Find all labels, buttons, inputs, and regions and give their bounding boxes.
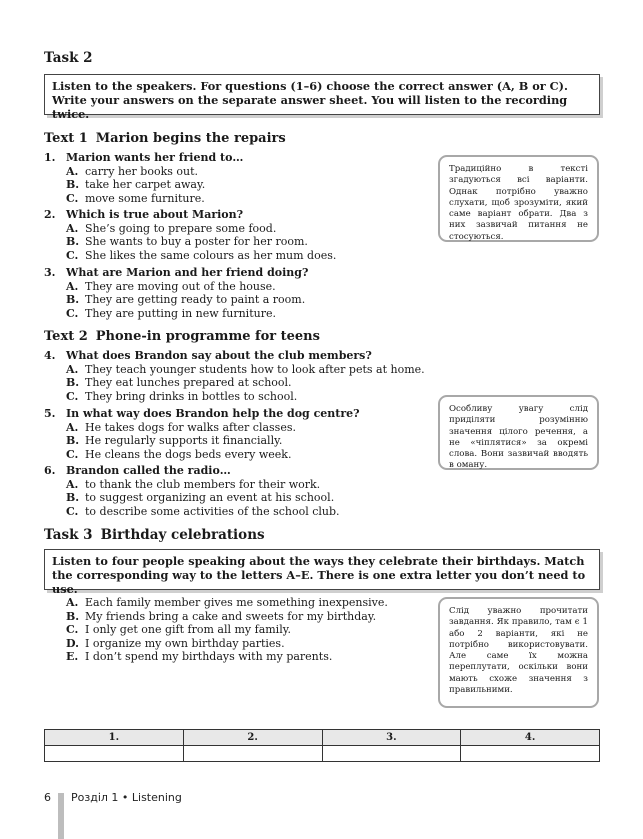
section-label: Розділ 1 • Listening: [71, 791, 182, 804]
question-1: [44, 151, 243, 205]
option-a: A. They teach younger students how to look after pets at home.: [66, 362, 425, 376]
question-stem: What are Marion and her friend doing?: [66, 266, 309, 279]
question-5: [44, 407, 360, 461]
option-b: B. She wants to buy a poster for her room.: [66, 235, 308, 248]
task3-topic: Birthday celebrations: [100, 527, 265, 543]
text1-label: Text 1: [44, 131, 88, 146]
matching-options: [66, 596, 388, 664]
answer-header-3: 3.: [322, 730, 461, 746]
answer-header-1: 1.: [45, 730, 184, 746]
page-footer: [44, 791, 182, 804]
task3-label: Task 3: [44, 527, 93, 543]
answer-cell-2[interactable]: [183, 746, 322, 762]
question-4: [44, 349, 425, 403]
question-number: 1.: [44, 151, 56, 164]
question-stem: Brandon called the radio…: [66, 464, 231, 477]
question-number: 4.: [44, 349, 56, 362]
option-c: C. I only get one gift from all my family.: [66, 623, 291, 636]
option-b: B. They are getting ready to paint a room.: [66, 293, 306, 306]
task3-heading: [44, 527, 265, 543]
question-stem: Marion wants her friend to…: [66, 151, 244, 164]
option-a: A. He takes dogs for walks after classes.: [66, 420, 296, 434]
tip-note-3: Слід уважно прочитати завдання. Як правило, там є 1 або 2 варіанти, які не потрібно використовувати. Але саме їх можна переплутати, оскільки вони мають схоже значення з правильними.: [438, 597, 599, 708]
footer-bar: [58, 793, 64, 839]
option-d: D. I organize my own birthday parties.: [66, 636, 285, 650]
task2-instruction: Listen to the speakers. For questions (1–6) choose the correct answer (A, B or C). Write your answers on the separate answer sheet. You will listen to the recording twice.: [44, 74, 600, 115]
text2-label: Text 2: [44, 329, 88, 344]
task3-instruction: Listen to four people speaking about the ways they celebrate their birthdays. Match the corresponding way to the letters A–E. There is one extra letter you don’t need to use.: [44, 549, 600, 590]
option-c: C. They bring drinks in bottles to school.: [66, 389, 298, 403]
option-a: A. Each family member gives me something inexpensive.: [66, 596, 388, 609]
option-c: C. to describe some activities of the school club.: [66, 504, 340, 518]
question-number: 2.: [44, 208, 56, 221]
option-a: A. She’s going to prepare some food.: [66, 221, 277, 235]
option-c: C. move some furniture.: [66, 191, 205, 205]
option-b: B. They eat lunches prepared at school.: [66, 376, 292, 389]
question-3: [44, 266, 308, 320]
question-number: 6.: [44, 464, 56, 477]
text2-topic: Phone-in programme for teens: [95, 329, 320, 344]
text1-heading: [44, 131, 286, 146]
option-c: C. He cleans the dogs beds every week.: [66, 447, 292, 461]
tip-note-1: Традиційно в тексті згадуються всі варіанти. Однак потрібно уважно слухати, щоб зрозуміти, який саме варіант обрати. Два з них зазвичай питання не стосуються.: [438, 155, 599, 242]
option-b: B. to suggest organizing an event at his school.: [66, 491, 335, 504]
question-2: [44, 208, 336, 262]
text1-topic: Marion begins the repairs: [95, 131, 286, 146]
option-b: B. He regularly supports it financially.: [66, 434, 283, 447]
question-stem: Which is true about Marion?: [66, 208, 244, 221]
answer-header-4: 4.: [461, 730, 600, 746]
question-number: 5.: [44, 407, 56, 420]
question-stem: What does Brandon say about the club members?: [66, 349, 372, 362]
option-c: C. They are putting in new furniture.: [66, 306, 276, 320]
answer-cell-4[interactable]: [461, 746, 600, 762]
option-e: E. I don’t spend my birthdays with my parents.: [66, 650, 333, 663]
question-6: [44, 464, 340, 518]
answer-cell-3[interactable]: [322, 746, 461, 762]
option-a: A. to thank the club members for their work.: [66, 477, 321, 491]
option-b: B. My friends bring a cake and sweets for my birthday.: [66, 609, 377, 623]
option-a: A. They are moving out of the house.: [66, 279, 276, 293]
question-number: 3.: [44, 266, 56, 279]
option-c: C. She likes the same colours as her mum does.: [66, 248, 337, 262]
answer-header-2: 2.: [183, 730, 322, 746]
tip-note-2: Особливу увагу слід приділяти розумінню значення цілого речення, а не «чіплятися» за окремі слова. Вони зазвичай вводять в оману.: [438, 395, 599, 470]
question-stem: In what way does Brandon help the dog centre?: [66, 407, 360, 420]
text2-heading: [44, 329, 320, 344]
task2-heading: Task 2: [44, 50, 93, 66]
answer-cell-1[interactable]: [45, 746, 184, 762]
answer-table: [44, 729, 600, 762]
option-b: B. take her carpet away.: [66, 178, 206, 191]
option-a: A. carry her books out.: [66, 164, 199, 178]
page-number: 6: [44, 791, 51, 804]
